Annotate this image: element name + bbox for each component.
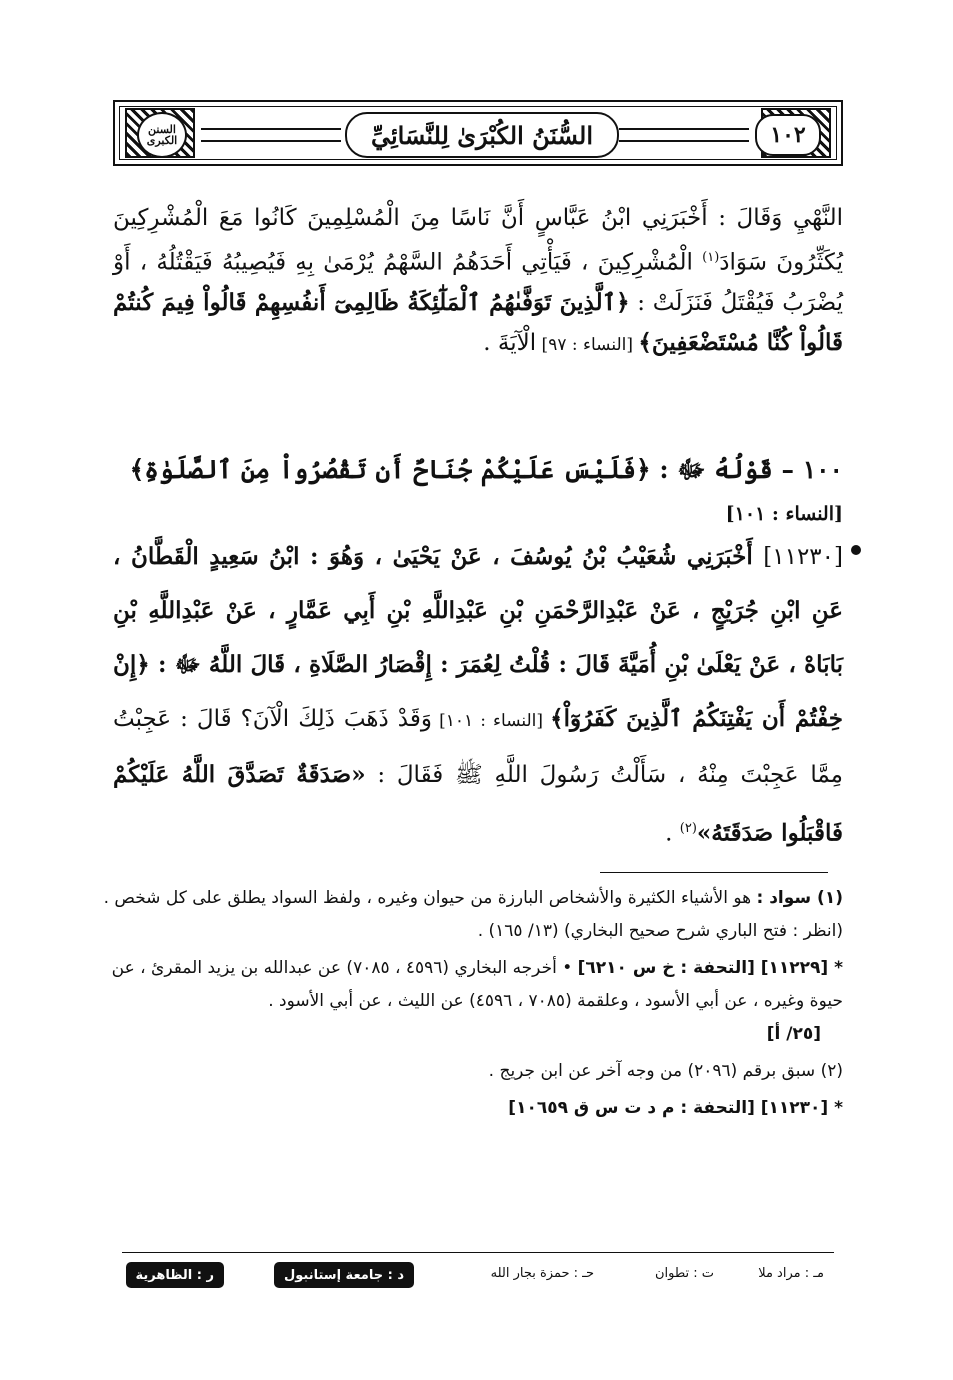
- chapter-heading: [103, 450, 843, 534]
- prophetic-saying: «صَدَقَةٌ تَصَدَّقَ اللَّهُ عَلَيْكُمْ فَاقْبَلُوا صَدَقَتَهُ»: [113, 761, 843, 847]
- manuscript-sigla-bar: [122, 1262, 834, 1292]
- quran-verse-101: ﴿إِنْ خِفْتُمْ أَن يَفْتِنَكُمُ ٱلَّذِينَ كَفَرُوٓاْ﴾: [113, 651, 843, 732]
- siglum-t: ت : تطوان: [654, 1266, 714, 1281]
- footnote-2-text: (٢) سبق برقم (٢٠٩٦) من وجه آخر عن ابن جريج .: [488, 1061, 843, 1081]
- hadith-bullet: [851, 545, 861, 555]
- footnote-marker-1: (١): [702, 250, 720, 265]
- siglum-d: د : جامعة إستانبول: [274, 1262, 414, 1288]
- hadith-chain: أَخْبَرَنِي شُعَيْبُ بْنُ يُوسُفَ ، عَنْ يَحْيَىٰ ، وَهُوَ : ابْنُ سَعِيدٍ الْقَطَّانُ ، عَنِ ابْنِ جُرَيْجٍ ، عَنْ عَبْدِالرَّحْمَنِ بْنِ عَبْدِاللَّهِ بْنِ أَبِي عَمَّارٍ ، عَنْ عَبْدِاللَّهِ بْنِ بَابَاهْ ، عَنْ يَعْلَىٰ بْنِ أُمَيَّةَ قَالَ : قُلْتُ لِعُمَرَ : إِقْصَارُ الصَّلَاةِ ، قَالَ اللَّهُ ﷻ :: [113, 543, 843, 678]
- book-title: السُّنَنُ الكُبْرَىٰ لِلنَّسَائِيِّ: [345, 112, 619, 158]
- bottom-rule: [122, 1252, 834, 1253]
- footnote-11230-label: * [١١٢٣٠] [التحفة : م د ت س ق ١٠٦٥٩]: [508, 1098, 843, 1118]
- page-number: ١٠٢: [755, 114, 821, 156]
- header-ribbon-left: [201, 128, 341, 142]
- footnote-separator: [600, 872, 828, 873]
- hadith-number: [١١٢٣٠]: [763, 544, 843, 570]
- heading-reference: [النساء : ١٠١]: [725, 503, 843, 525]
- footnote-11229-text: • أخرجه البخاري (٤٥٩٦ ، ٧٠٨٥) عن عبدالله بن يزيد المقرئ ، عن حيوة وغيره ، عن أبي الأسود ، وعلقمة (٧٠٨٥ ، ٤٥٩٦) عن الليث ، عن أبي الأسود .: [111, 958, 843, 1011]
- header-ribbon-right: [619, 128, 749, 142]
- paragraph-continuation: [113, 198, 843, 365]
- footnotes: [103, 882, 843, 1125]
- heading-text: ١٠٠ – قَوْلُهُ ﷻ : ﴿فَلَيْسَ عَلَيْكُمْ جُنَاحٌ أَن تَقْصُرُواْ مِنَ ٱلصَّلَوٰةِ﴾: [129, 455, 843, 484]
- footnote-1-text: هو الأشياء الكثيرة والأشخاص البارزة من حيوان وغيره ، ولفظ السواد يطلق على كل شخص . (انظر : فتح الباري شرح صحيح البخاري) (١٣/ ١٦٥) .: [103, 888, 843, 941]
- footnote-11230: [103, 1092, 843, 1125]
- siglum-h: حـ : حمزة بجار الله: [490, 1266, 594, 1281]
- footnote-1: [103, 882, 843, 948]
- verse-reference-101: [النساء : ١٠١]: [431, 711, 551, 731]
- hadith-text: وَقَدْ ذَهَبَ ذَلِكَ الْآنَ؟ قَالَ : عَجِبْتُ مِمَّا عَجِبْتَ مِنْهُ ، سَأَلْتُ رَسُولَ اللَّهِ ﷺ فَقَالَ :: [113, 706, 843, 788]
- hadith-11230: [113, 530, 843, 861]
- paragraph1-tail: الْآيَةَ .: [483, 329, 537, 356]
- quran-verse-97: ﴿ٱلَّذِينَ تَوَفَّىٰهُمُ ٱلْمَلَٰٓئِكَةُ ظَالِمِىٓ أَنفُسِهِمْ قَالُواْ فِيمَ كُنتُمْ قَالُواْ كُنَّا مُسْتَضْعَفِينَ﴾: [113, 288, 843, 356]
- footnote-1-label: (١) سواد :: [756, 888, 843, 908]
- page-header: [113, 100, 843, 166]
- siglum-m: مـ : مراد ملا: [758, 1266, 824, 1281]
- paragraph1-text-b: الْمُشْرِكِينَ ، فَيَأْتِي أَحَدَهُمُ السَّهْمُ يُرْمَىٰ بِهِ فَيُصِيبُهُ فَيَقْتُلُهُ ، أَوْ يُضْرَبُ فَيُقْتَلُ فَنَزَلَتْ :: [113, 249, 843, 316]
- hadith-end: .: [665, 820, 680, 847]
- folio-marker: [103, 1018, 843, 1051]
- verse-reference-97: [النساء : ٩٧]: [536, 334, 639, 355]
- footnote-2: [103, 1055, 843, 1088]
- siglum-r: ر : الظاهرية: [126, 1262, 224, 1288]
- footnote-marker-2: (٢): [679, 821, 697, 836]
- paragraph1-text-a: النَّهْيِ وَقَالَ : أَخْبَرَنِي ابْنُ عَبَّاسٍ أَنَّ نَاسًا مِنَ الْمُسْلِمِينَ كَانُوا مَعَ الْمُشْرِكِينَ يُكَثِّرُونَ سَوَادَ: [113, 205, 843, 276]
- book-seal: السنن الكبرى: [137, 112, 187, 158]
- footnote-11229: [103, 952, 843, 1018]
- folio-text: [٢٥/ أ]: [766, 1024, 821, 1044]
- footnote-11229-label: * [١١٢٢٩] [التحفة : خ س ٦٢١٠]: [577, 958, 843, 978]
